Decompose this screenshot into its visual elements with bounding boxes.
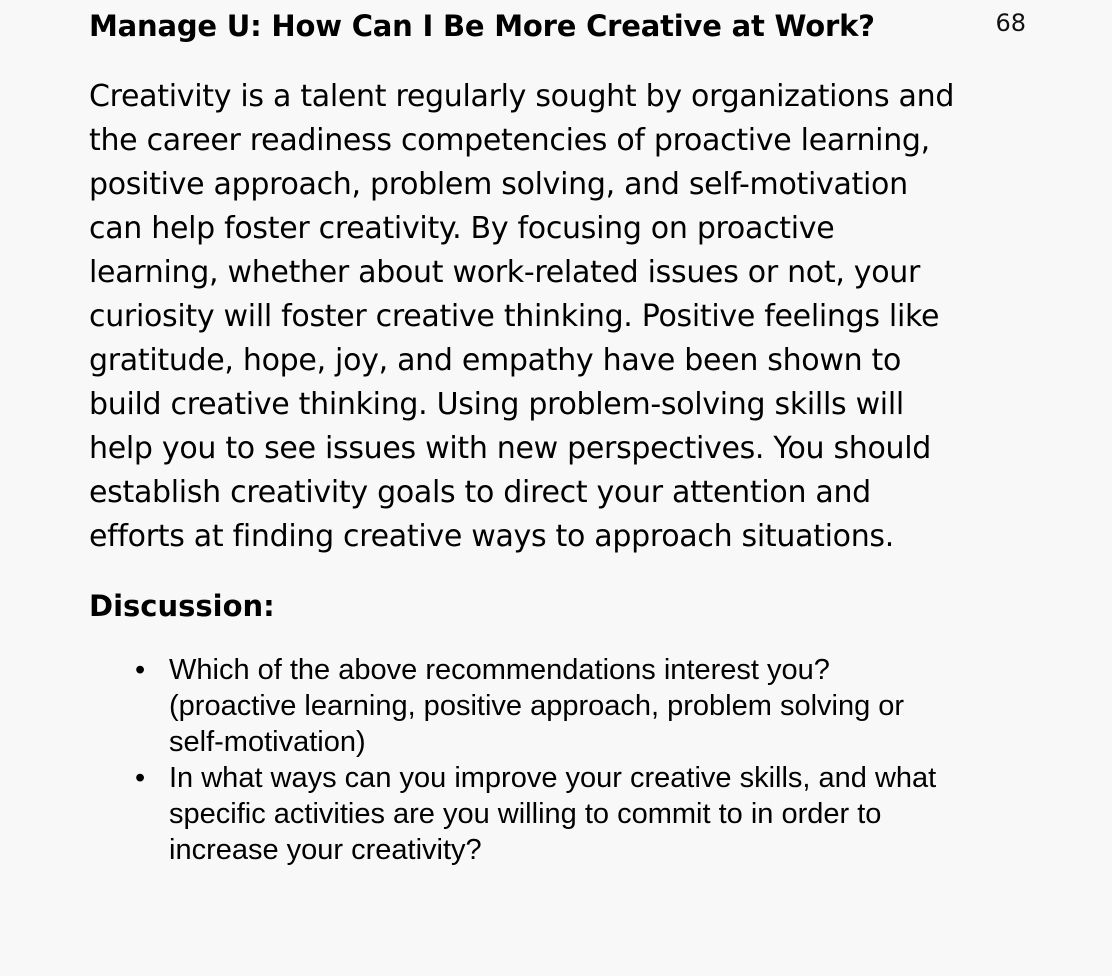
discussion-list [89, 652, 959, 868]
body-paragraph: Creativity is a talent regularly sought by organizations and the career readiness competencies of proactive learning, positive approach, problem solving, and self-motivation can help foster creativity. By focusing on proactive learning, whether about work-related issues or not, your curiosity will foster creative thinking. Positive feelings like gratitude, hope, joy, and empathy have been shown to build creative thinking. Using problem-solving skills will help you to see issues with new perspectives. You should establish creativity goals to direct your attention and efforts at finding creative ways to approach situations. [89, 79, 955, 554]
discussion-item-text: Which of the above recommendations interest you? (proactive learning, positive approach, problem solving or self-motivation) [169, 654, 905, 758]
discussion-item-text: In what ways can you improve your creative skills, and what specific activities are you willing to commit to in order to increase your creativity? [169, 762, 937, 866]
discussion-heading: Discussion: [89, 589, 275, 623]
discussion-item-1 [135, 652, 959, 760]
discussion-item-2 [135, 760, 959, 868]
bullet-icon: • [135, 762, 146, 794]
page-number: 68 [995, 9, 1026, 37]
page-title: Manage U: How Can I Be More Creative at Work? [89, 9, 875, 43]
bullet-icon: • [135, 654, 146, 686]
